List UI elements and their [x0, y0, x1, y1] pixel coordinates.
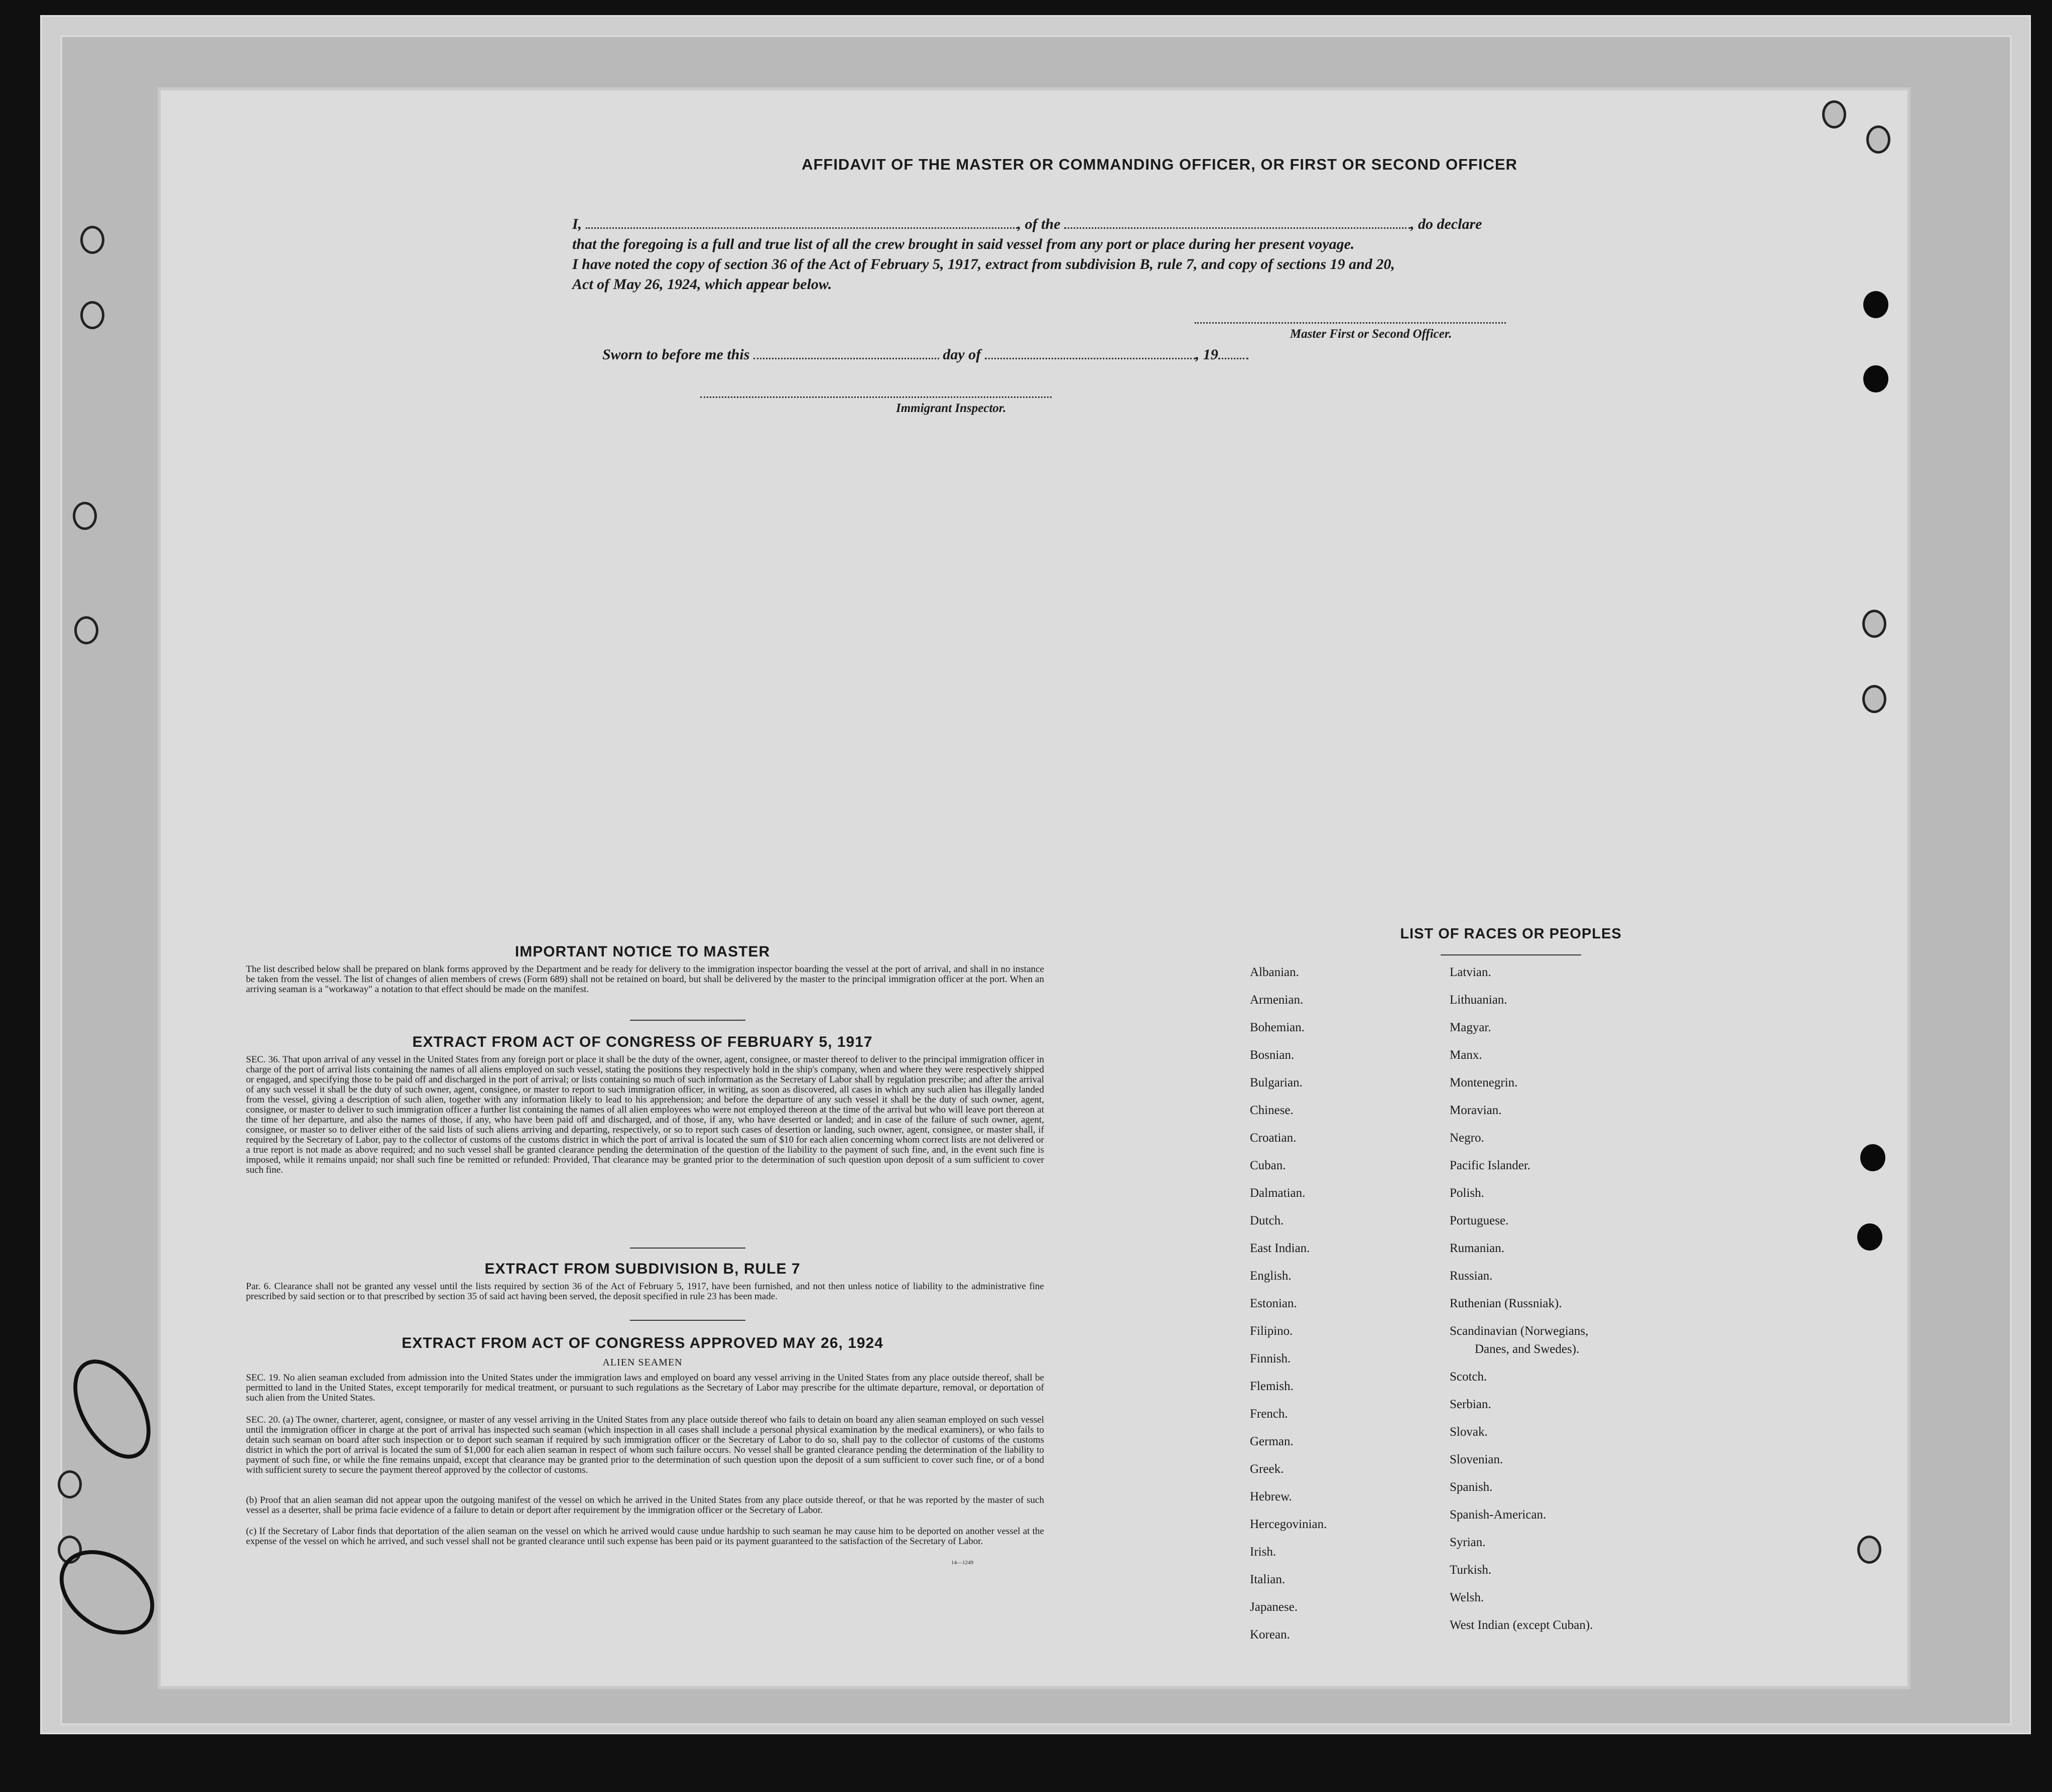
race-item: Manx. — [1450, 1048, 1482, 1062]
sworn-year-blank — [1218, 356, 1248, 359]
races-title: LIST OF RACES OR PEOPLES — [1400, 926, 1622, 942]
affidavit-of-the: , of the — [1017, 216, 1061, 232]
affidavit-line-3: I have noted the copy of section 36 of the Act of February 5, 1917, extract from subdivision B, rule 7, and copy of sections 19 and 20, — [572, 256, 1395, 272]
race-item: Albanian. — [1250, 966, 1299, 979]
race-item: Dalmatian. — [1250, 1186, 1306, 1200]
race-item: Negro. — [1450, 1131, 1484, 1145]
race-item: Italian. — [1250, 1573, 1286, 1586]
race-item: Danes, and Swedes). — [1475, 1342, 1580, 1356]
subdivision-text: Par. 6. Clearance shall not be granted any vessel until the lists required by section 36 of the Act of February 5, 1917, have been furnished, and not then unless notice of liability to the administrative fine prescribed by said section or to that prescribed by section 35 of said act having been served, the deposit specified in rule 23 has been made. — [246, 1281, 1044, 1302]
sworn-line — [602, 346, 1248, 363]
races-right-column — [1450, 958, 1593, 1639]
extract-1917-text: SEC. 36. That upon arrival of any vessel in the United States from any foreign port or place it shall be the duty of the owner, agent, consignee, or master thereof to deliver to the principal immigration officer in charge of the port of arrival lists containing the names of all aliens employed on such vessel, stating the positions they respectively hold in the ship's company, when and where they were respectively shipped or engaged, and specifying those to be paid off and discharged in the port of arrival; or lists containing so much of such information as the Secretary of Labor shall by regulation prescribe; and after the arrival of any such vessel it shall be the duty of such owner, agent, consignee, or master to report to such immigration officer, in writing, as soon as discovered, all cases in which any such alien has illegally landed from the vessel, giving a description of such alien, together with any information likely to lead to his apprehension; and before the departure of any such vessel it shall be the duty of such owner, agent, consignee, or master to deliver to such immigration officer a further list containing the names of all alien employees who were not employed thereon at the time of the arrival but who will leave port thereon at the time of her departure, and also the names of those, if any, who have been paid off and discharged, and of those, if any, who have deserted or landed; and in case of the failure of such owner, agent, consignee, or master so to deliver either of the said lists of such aliens arriving and departing, respectively, or so to report such cases of desertion or landing, such owner, agent, consignee, or master shall, if required by the Secretary of Labor, pay to the collector of customs of the customs district in which the port of arrival is located the sum of $10 for each alien concerning whom correct lists are not delivered or a true report is not made as above required; and no such vessel shall be granted clearance pending the determination of the question of the liability to the payment of such fine, and, in the event such fine is imposed, while it remains unpaid; nor shall such fine be remitted or refunded: Provided, That clearance may be granted prior to the determination of such question upon deposit of a sum sufficient to cover such fine. — [246, 1054, 1044, 1175]
extract-1917-title: EXTRACT FROM ACT OF CONGRESS OF FEBRUARY 5, 1917 — [412, 1034, 873, 1050]
race-item: Greek. — [1250, 1462, 1284, 1476]
document-page — [161, 90, 1907, 1686]
subdivision-title: EXTRACT FROM SUBDIVISION B, RULE 7 — [484, 1261, 801, 1277]
section-20b-text: (b) Proof that an alien seaman did not appear upon the outgoing manifest of the vessel on which he arrived in the United States from any place outside thereof, or that he was reported by the master of such vessel as a deserter, shall be prima facie evidence of a failure to detain or deport after requirement by the immigration officer or the Secretary of Labor. — [246, 1495, 1044, 1515]
races-divider — [1441, 954, 1581, 955]
race-item: English. — [1250, 1269, 1292, 1283]
race-item: Estonian. — [1250, 1297, 1297, 1310]
punch-hole — [1822, 100, 1846, 128]
race-item: Serbian. — [1450, 1398, 1491, 1411]
punch-hole — [80, 301, 104, 329]
race-item: Bulgarian. — [1250, 1076, 1303, 1089]
form-number: 14—1249 — [951, 1560, 973, 1566]
race-item: Hercegovinian. — [1250, 1518, 1327, 1531]
race-item: Bohemian. — [1250, 1021, 1305, 1034]
affidavit-title: AFFIDAVIT OF THE MASTER OR COMMANDING OFFICER, OR FIRST OR SECOND OFFICER — [801, 156, 1518, 173]
punch-hole — [1863, 291, 1888, 318]
race-item: Moravian. — [1450, 1104, 1502, 1117]
race-item: Magyar. — [1450, 1021, 1491, 1034]
race-item: Irish. — [1250, 1545, 1276, 1559]
race-item: Finnish. — [1250, 1352, 1291, 1365]
race-item: Scotch. — [1450, 1370, 1487, 1384]
affidavit-line-1 — [572, 216, 1482, 233]
punch-hole — [1860, 1144, 1885, 1171]
punch-hole — [1862, 685, 1886, 713]
race-item: Spanish-American. — [1450, 1508, 1547, 1522]
race-item: Syrian. — [1450, 1536, 1486, 1549]
race-item: Portuguese. — [1450, 1214, 1509, 1227]
race-item: West Indian (except Cuban). — [1450, 1618, 1593, 1632]
master-signature-line — [1195, 322, 1506, 324]
punch-hole — [1857, 1536, 1881, 1564]
sworn-label: Sworn to before me this — [602, 346, 750, 363]
race-item: Welsh. — [1450, 1591, 1484, 1604]
race-item: Pacific Islander. — [1450, 1159, 1531, 1172]
race-item: German. — [1250, 1435, 1294, 1448]
race-item: Bosnian. — [1250, 1048, 1295, 1062]
race-item: Scandinavian (Norwegians, — [1450, 1324, 1589, 1338]
race-item: Flemish. — [1250, 1380, 1294, 1393]
race-item: Lithuanian. — [1450, 993, 1507, 1007]
sworn-day-blank — [753, 356, 939, 359]
master-signature-label: Master First or Second Officer. — [1290, 327, 1452, 341]
race-item: Spanish. — [1450, 1480, 1493, 1494]
race-item: Russian. — [1450, 1269, 1493, 1283]
notice-text: The list described below shall be prepared on blank forms approved by the Department and be ready for delivery to the immigration inspector boarding the vessel at the port of arrival, and shall in no instance be taken from the vessel. The list of changes of alien members of crews (Form 689) shall not be retained on board, but shall be delivered by the master to the principal immigration officer at the port. When an arriving seaman is a "workaway" a notation to that effect should be made on the manifest. — [246, 964, 1044, 995]
sworn-month-blank — [985, 356, 1196, 359]
divider-1 — [630, 1020, 745, 1021]
race-item: French. — [1250, 1407, 1288, 1421]
race-item: Cuban. — [1250, 1159, 1286, 1172]
sworn-day-of: day of — [943, 346, 981, 363]
alien-seamen-subtitle: ALIEN SEAMEN — [602, 1357, 683, 1368]
vessel-blank — [1064, 225, 1410, 229]
affidavit-line-4: Act of May 26, 1924, which appear below. — [572, 276, 832, 293]
punch-hole — [1866, 125, 1890, 154]
extract-1924-title: EXTRACT FROM ACT OF CONGRESS APPROVED MAY 26, 1924 — [402, 1335, 883, 1351]
race-item: Hebrew. — [1250, 1490, 1292, 1503]
name-blank — [586, 225, 1017, 229]
race-item: Latvian. — [1450, 966, 1491, 979]
race-item: Rumanian. — [1450, 1242, 1505, 1255]
punch-hole — [73, 502, 97, 530]
race-item: Croatian. — [1250, 1131, 1297, 1145]
punch-hole — [1862, 610, 1886, 638]
sworn-year: , 19 — [1195, 346, 1218, 363]
affidavit-do-declare: , do declare — [1410, 216, 1482, 232]
affidavit-i: I, — [572, 216, 582, 232]
affidavit-line-2: that the foregoing is a full and true list of all the crew brought in said vessel from any port or place during her present voyage. — [572, 236, 1355, 252]
race-item: Polish. — [1450, 1186, 1484, 1200]
section-20a-text: SEC. 20. (a) The owner, charterer, agent, consignee, or master of any vessel arriving in the United States from any place outside thereof who fails to detain on board any alien seaman employed on such vessel until the immigration officer in charge at the port of arrival has inspected such seaman (which inspection in all cases shall include a personal physical examination by the medical examiners), or who fails to detain such seaman on board after such inspection or to deport such seaman if required by such immigration officer or the Secretary of Labor to do so, shall pay to the collector of customs of the customs district in which the port of arrival is located the sum of $1,000 for each alien seaman in respect of whom such failure occurs. No vessel shall be granted clearance pending the determination of the liability to payment of such fine, or while the fine remains unpaid, except that clearance may be granted prior to the determination of such question upon the deposit of a sum sufficient to cover such fine, or of a bond with sufficient surety to secure the payment thereof approved by the collector of customs. — [246, 1415, 1044, 1475]
notice-title: IMPORTANT NOTICE TO MASTER — [515, 943, 771, 960]
race-item: Chinese. — [1250, 1104, 1294, 1117]
section-19-text: SEC. 19. No alien seaman excluded from admission into the United States under the immigration laws and employed on board any vessel arriving in the United States from any place outside thereof, shall be permitted to land in the United States, except temporarily for medical treatment, or pursuant to such regulations as the Secretary of Labor may prescribe for the ultimate departure, removal, or deportation of such alien from the United States. — [246, 1372, 1044, 1403]
race-item: Slovak. — [1450, 1425, 1488, 1439]
race-item: Slovenian. — [1450, 1453, 1503, 1466]
race-item: Armenian. — [1250, 993, 1304, 1007]
race-item: Montenegrin. — [1450, 1076, 1518, 1089]
race-item: Turkish. — [1450, 1563, 1492, 1577]
punch-hole — [1863, 365, 1888, 392]
punch-hole — [1857, 1223, 1882, 1251]
race-item: Dutch. — [1250, 1214, 1284, 1227]
race-item: Filipino. — [1250, 1324, 1293, 1338]
punch-hole — [58, 1470, 82, 1498]
inspector-signature-label: Immigrant Inspector. — [896, 401, 1006, 415]
race-item: East Indian. — [1250, 1242, 1310, 1255]
punch-hole — [74, 616, 98, 644]
divider-2 — [630, 1248, 745, 1249]
race-item: Ruthenian (Russniak). — [1450, 1297, 1562, 1310]
punch-hole — [80, 226, 104, 254]
races-left-column — [1250, 958, 1327, 1648]
race-item: Korean. — [1250, 1628, 1290, 1641]
section-20c-text: (c) If the Secretary of Labor finds that deportation of the alien seaman on the vessel on which he arrived would cause undue hardship to such seaman he may cause him to be deported on another vessel at the expense of the vessel on which he arrived, and such vessel shall not be granted clearance until such expense has been paid or its payment guaranteed to the satisfaction of the Secretary of Labor. — [246, 1526, 1044, 1547]
divider-3 — [630, 1320, 745, 1321]
inspector-signature-line — [700, 396, 1052, 398]
race-item: Japanese. — [1250, 1600, 1298, 1614]
